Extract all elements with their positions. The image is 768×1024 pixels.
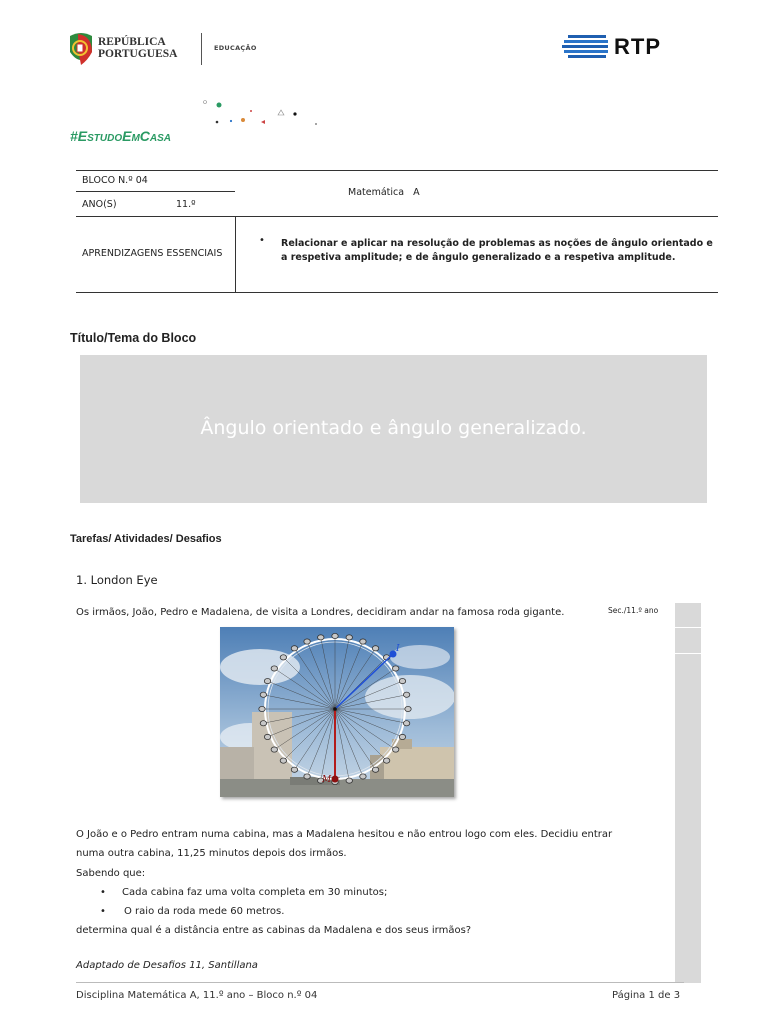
wheel-cabin (280, 655, 286, 660)
point-m-label: M (322, 775, 332, 785)
table-column-divider (235, 216, 236, 292)
essentials-text: Relacionar e aplicar na resolução de problemas as noções de ângulo orientado e a respetiva amplitude; e de ângulo generalizado e a respetiva amplitude. (281, 238, 713, 263)
wheel-cabin (264, 734, 270, 739)
wheel-cabin (304, 639, 310, 644)
list-item (76, 902, 616, 921)
essentials-label: APRENDIZAGENS ESSENCIAIS (82, 248, 223, 259)
footer-course-info: Disciplina Matemática A, 11.º ano – Bloco n.º 04 (76, 990, 318, 1001)
sidebar-divider (675, 653, 701, 654)
theme-title: Ângulo orientado e ângulo generalizado. (200, 417, 587, 439)
wheel-cabin (346, 778, 352, 783)
wheel-cabin (383, 758, 389, 763)
wheel-cabin (271, 747, 277, 752)
ano-label: ANO(S) (82, 199, 117, 210)
wheel-cabin (399, 678, 405, 683)
list-item-text: O raio da roda mede 60 metros. (124, 906, 285, 917)
sidebar-divider (675, 627, 701, 628)
task-title: 1. London Eye (76, 573, 158, 587)
given-label: Sabendo que: (76, 868, 146, 879)
wheel-cabin (405, 706, 411, 711)
bullet-icon: • (259, 235, 265, 246)
table-row-divider (76, 191, 235, 192)
footer-divider (76, 982, 684, 983)
subject: Matemática A (348, 187, 420, 198)
bloco-number: BLOCO N.º 04 (82, 175, 148, 186)
wheel-cabin (271, 666, 277, 671)
list-item-text: Cada cabina faz uma volta completa em 30 minutos; (122, 887, 388, 898)
wheel-cabin (332, 633, 338, 638)
wheel-cabin (291, 646, 297, 651)
wheel-drawing (259, 633, 411, 785)
table-top-border (76, 170, 718, 171)
source-citation: Adaptado de Desafios 11, Santillana (76, 960, 258, 971)
wheel-cabin (264, 678, 270, 683)
side-margin-bar (675, 603, 701, 983)
bullet-icon: • (100, 887, 106, 898)
block-info-table (76, 170, 718, 293)
wheel-cabin (399, 734, 405, 739)
wheel-cabin (260, 721, 266, 726)
level-label: Sec./11.º ano (608, 606, 659, 615)
wheel-cabin (403, 692, 409, 697)
table-mid-border (76, 216, 718, 217)
list-item (76, 883, 616, 902)
rtp-stripes-icon (562, 35, 608, 59)
estudo-em-casa-tagline: #EstudoEmCasa (70, 128, 172, 144)
tasks-heading: Tarefas/ Atividades/ Desafios (70, 533, 222, 545)
london-eye-photo (220, 627, 454, 797)
wheel-cabin (291, 767, 297, 772)
wheel-cabin (403, 721, 409, 726)
theme-heading: Título/Tema do Bloco (70, 331, 197, 345)
wheel-cabin (259, 706, 265, 711)
confetti-decoration (195, 98, 325, 134)
wheel-cabin (280, 758, 286, 763)
wheel-cabin (392, 747, 398, 752)
task-paragraph: O João e o Pedro entram numa cabina, mas a Madalena hesitou e não entrou logo com eles. Decidiu entrar numa outra cabina, 11,25 minutos depois dos irmãos. (76, 829, 613, 859)
wheel-cabin (304, 774, 310, 779)
wheel-cabin (372, 767, 378, 772)
bullet-icon: • (100, 906, 106, 917)
task-question: determina qual é a distância entre as cabinas da Madalena e dos seus irmãos? (76, 925, 472, 936)
header-divider (201, 33, 202, 65)
wheel-cabin (360, 774, 366, 779)
wheel-cabin (346, 635, 352, 640)
point-i-label: I (396, 644, 400, 654)
wheel-cabin (392, 666, 398, 671)
page-number: Página 1 de 3 (612, 990, 681, 1001)
republica-portuguesa-text: REPÚBLICA PORTUGUESA (98, 36, 178, 60)
educacao-label: EDUCAÇÃO (214, 44, 257, 52)
rtp-wordmark: RTP (614, 34, 661, 59)
wheel-cabin (360, 639, 366, 644)
table-bottom-border (76, 292, 718, 293)
task-intro: Os irmãos, João, Pedro e Madalena, de visita a Londres, decidiram andar na famosa roda gigante. (76, 607, 565, 618)
ano-value: 11.º (176, 199, 196, 210)
theme-title-box (80, 355, 707, 503)
conditions-list (76, 883, 616, 921)
rtp-logo (562, 34, 678, 60)
coat-of-arms-icon (68, 32, 94, 66)
wheel-cabin (372, 646, 378, 651)
wheel-cabin (318, 635, 324, 640)
republica-portuguesa-logo (68, 32, 258, 66)
wheel-cabin (260, 692, 266, 697)
